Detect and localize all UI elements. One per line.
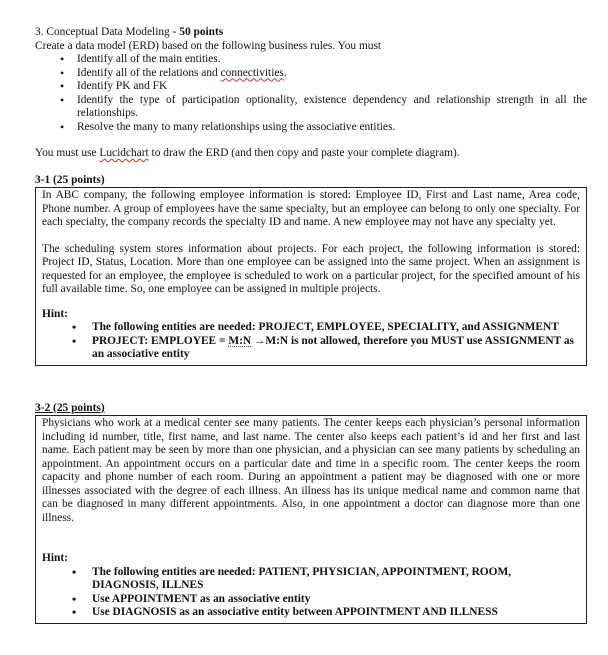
list-item: • The following entities are needed: PATIENT, PHYSICIAN, APPOINTMENT, ROOM, DIAGNOSIS, ILLNES — [42, 566, 580, 593]
section-3-1-box — [35, 187, 587, 366]
section-3-1-heading: 3-1 (25 points) — [35, 173, 105, 186]
arrow-right-icon: → — [253, 334, 266, 347]
section-3-2-heading: 3-2 (25 points) — [35, 401, 105, 414]
question-title: 3. Conceptual Data Modeling - 50 points — [35, 26, 224, 38]
points-label: 50 points — [179, 26, 224, 38]
paragraph: Physicians who work at a medical center see many patients. The center keeps each physician’s personal information including id number, title, first name, and last name. The center also keeps each patient’s id and her first and last name. Each patient may be seen by more than one physician, and a physician can see many patients by scheduling an appointment. An appointment occurs on a particular date and time in a specific room. The center keeps the room capacity and phone number of each room. During an appointment a patient may be diagnosed with one or more illnesses associated with the degree of each illness. An illness has its unique medical name and common name that can be diagnosed in many different appointments. Also, in one appointment a doctor can diagnose more than one illness. — [42, 417, 580, 524]
paragraph: In ABC company, the following employee information is stored: Employee ID, First and Last name, Area code, Phone number. A group of employees have the same specialty, but an employee can belong to only one specialty. For each specialty, the company records the specialty ID and name. A new employee may not have any specialty yet. — [42, 189, 580, 228]
list-item: • Identify PK and FK — [35, 80, 587, 94]
list-item: • Use DIAGNOSIS as an associative entity between APPOINTMENT AND ILLNESS — [42, 606, 580, 620]
section-3-2-box — [35, 415, 587, 624]
list-item: • Identify all of the relations and connectivities. — [35, 67, 587, 81]
list-item: • PROJECT: EMPLOYEE = M:N →M:N is not allowed, therefore you MUST use ASSIGNMENT as an associative entity — [42, 335, 580, 362]
spellcheck-word: connectivities — [220, 66, 284, 79]
list-item: • Identify the type of participation optionality, existence dependency and relationship strength in all the relationships. — [35, 94, 587, 121]
tool-instruction: You must use Lucidchart to draw the ERD (and then copy and paste your complete diagram). — [35, 147, 460, 159]
list-item: • Use APPOINTMENT as an associative entity — [42, 593, 580, 607]
requirements-list — [35, 53, 587, 134]
hint-label: Hint: — [42, 552, 68, 564]
list-item: • Identify all of the main entities. — [35, 53, 587, 67]
spellcheck-word: M:N — [228, 334, 252, 347]
hint-list — [42, 566, 580, 620]
hint-label: Hint: — [42, 307, 68, 320]
hint-list — [42, 321, 580, 362]
spellcheck-word: Lucidchart — [99, 147, 149, 159]
list-item: • The following entities are needed: PROJECT, EMPLOYEE, SPECIALITY, and ASSIGNMENT — [42, 321, 580, 335]
question-intro: Create a data model (ERD) based on the following business rules. You must — [35, 39, 382, 52]
list-item: • Resolve the many to many relationships using the associative entities. — [35, 121, 587, 135]
paragraph: The scheduling system stores information about projects. For each project, the following information is stored: Project ID, Status, Location. More than one employee can be assigned into the same project. When an assignment is requested for an employee, the employee is scheduled to work on a particular project, for the specified amount of his full available time. So, one employee can be assigned in multiple projects. — [42, 242, 580, 295]
question-page — [35, 26, 587, 624]
